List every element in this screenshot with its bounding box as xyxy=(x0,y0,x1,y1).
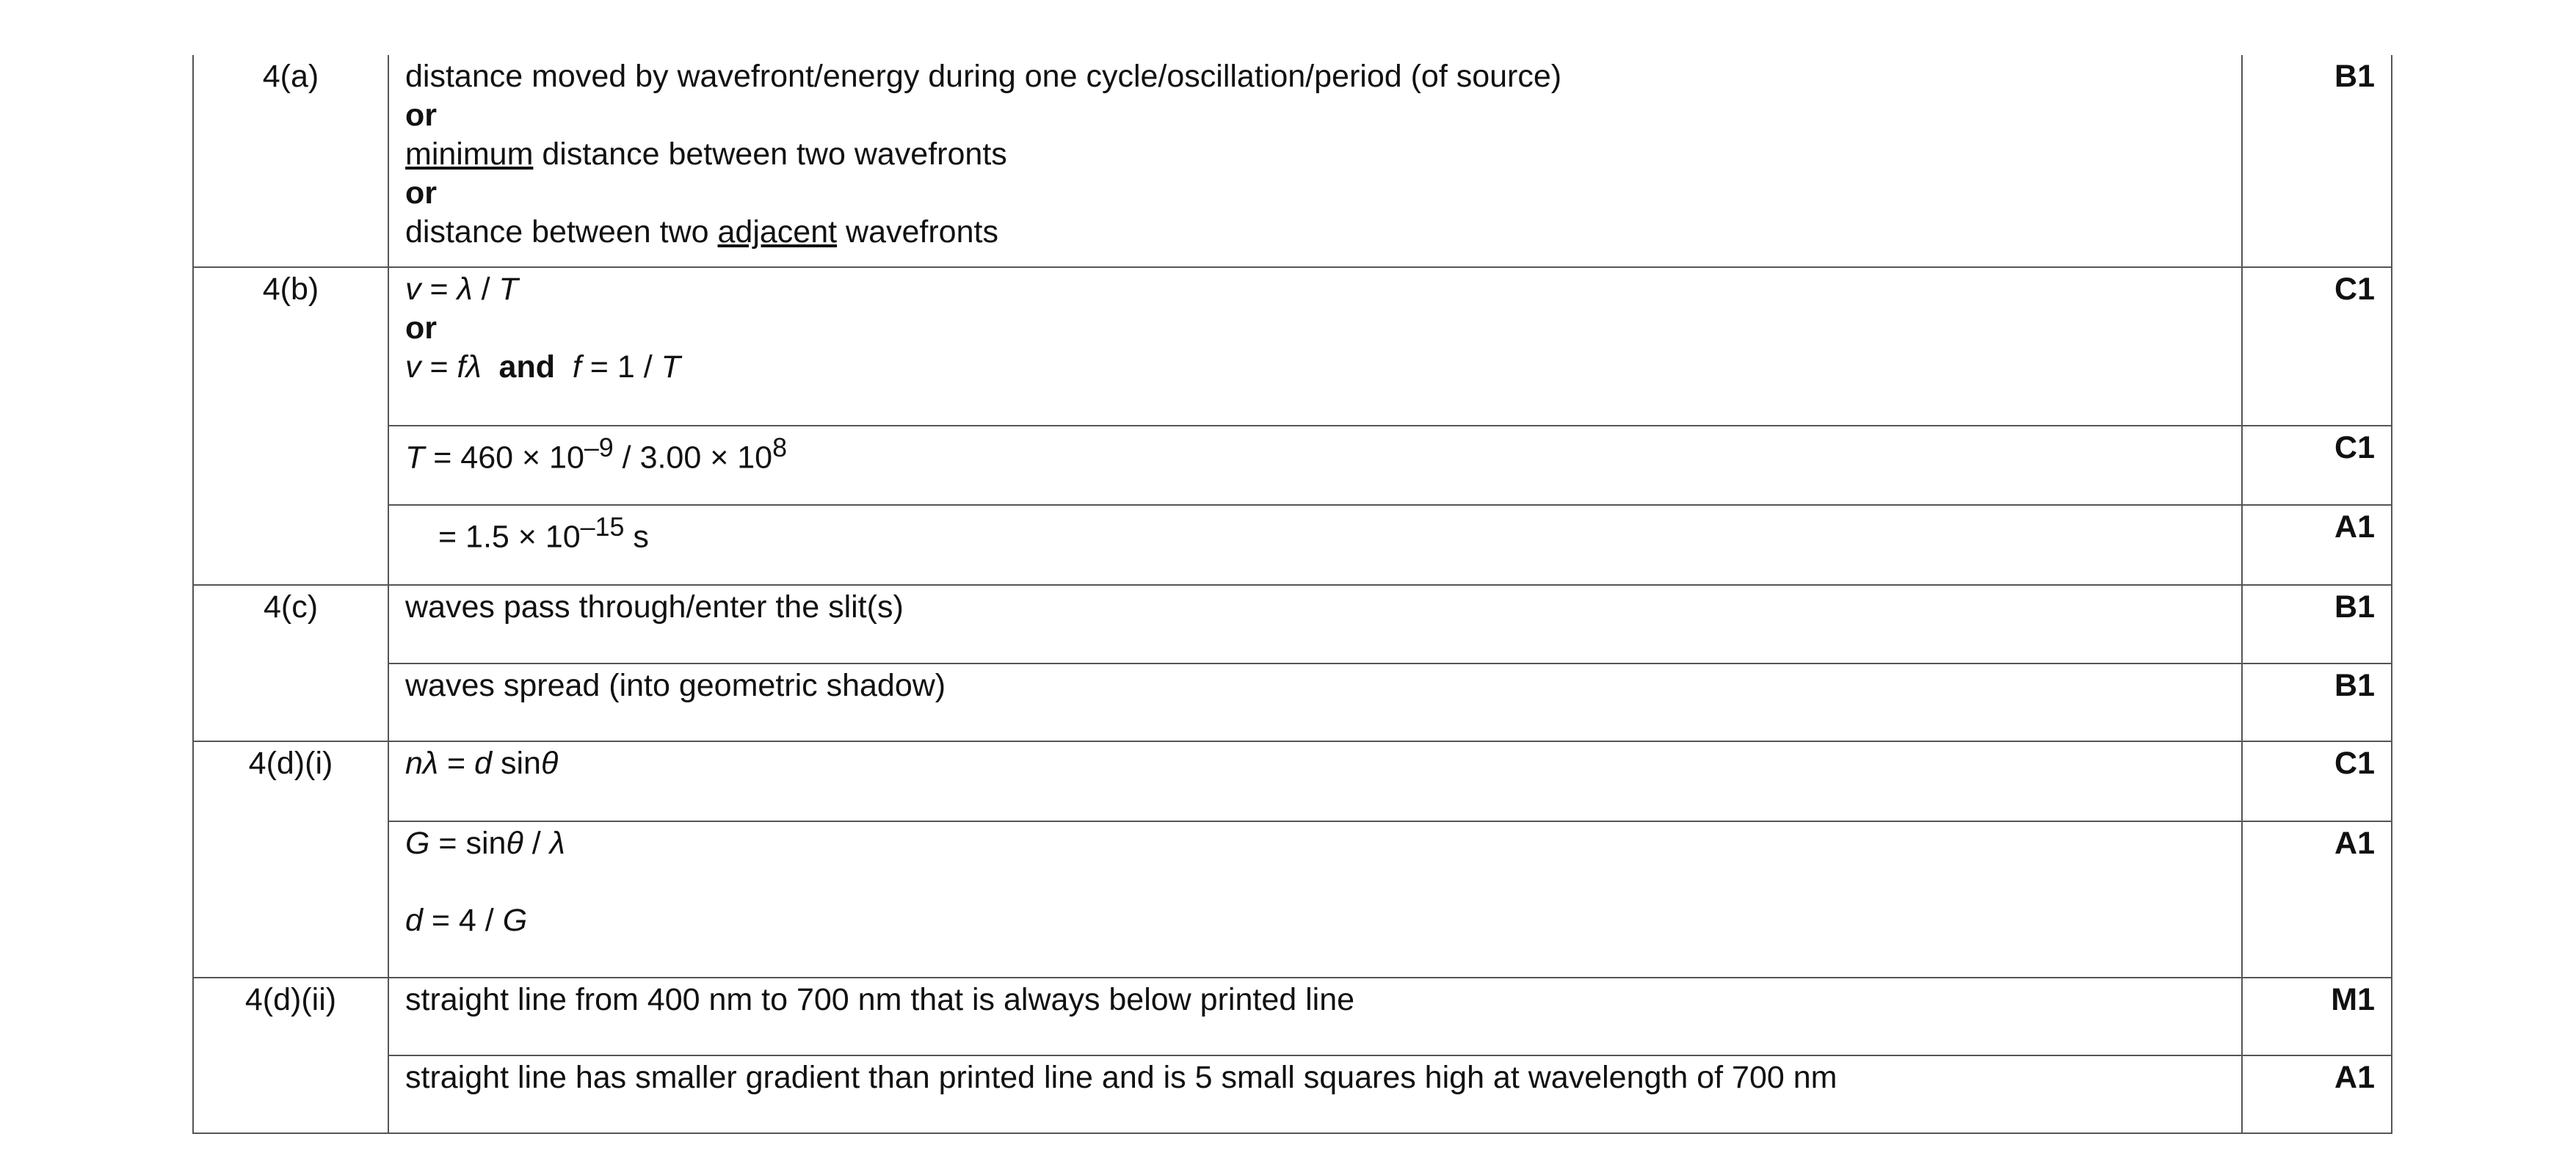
equation-line xyxy=(405,270,2225,309)
symbol: G xyxy=(502,903,528,938)
question-number: 4(d)(i) xyxy=(193,741,388,978)
answer-cell xyxy=(388,585,2242,664)
answer-line: waves spread (into geometric shadow) xyxy=(405,668,946,703)
symbol: fλ xyxy=(457,349,482,385)
symbol: nλ xyxy=(405,746,439,781)
question-number: 4(d)(ii) xyxy=(193,978,388,1133)
answer-text: distance between two wavefronts xyxy=(533,137,1007,172)
answer-cell xyxy=(388,821,2242,978)
answer-line: straight line has smaller gradient than printed line and is 5 small squares high at wavelength of 700 nm xyxy=(405,1060,1837,1095)
exponent: –15 xyxy=(580,512,625,542)
or-connector: or xyxy=(405,98,437,133)
answer-line: distance moved by wavefront/energy during one cycle/oscillation/period (of source) xyxy=(405,59,1562,94)
or-connector: or xyxy=(405,175,437,211)
mark-label: C1 xyxy=(2242,267,2392,426)
answer-text: / 3.00 × 10 xyxy=(613,440,773,476)
unit: s xyxy=(624,519,649,555)
answer-cell xyxy=(388,505,2242,585)
operator: = 1 / xyxy=(581,349,661,385)
answer-line: waves pass through/enter the slit(s) xyxy=(405,589,904,625)
answer-line xyxy=(405,213,2225,252)
mark-label: B1 xyxy=(2242,664,2392,741)
equation-line xyxy=(405,429,2225,477)
mark-label: B1 xyxy=(2242,585,2392,664)
answer-text: = 460 × 10 xyxy=(424,440,584,476)
answer-line xyxy=(405,135,2225,174)
and-connector: and xyxy=(498,349,555,385)
answer-line: straight line from 400 nm to 700 nm that is always below printed line xyxy=(405,982,1355,1017)
answer-cell xyxy=(388,664,2242,741)
table-row xyxy=(193,505,2392,585)
table-row xyxy=(193,55,2392,267)
symbol: T xyxy=(405,440,425,476)
exponent: –9 xyxy=(584,433,614,462)
function: = sin xyxy=(429,826,507,861)
underlined-keyword: adjacent xyxy=(717,214,838,250)
symbol: d xyxy=(405,903,423,938)
answer-cell xyxy=(388,55,2242,267)
mark-label: B1 xyxy=(2242,55,2392,267)
answer-text: = 1.5 × 10 xyxy=(438,519,581,555)
table-row xyxy=(193,978,2392,1055)
equation-line xyxy=(405,744,2225,783)
operator: / xyxy=(523,826,550,861)
symbol: θ xyxy=(506,826,523,861)
mark-label: A1 xyxy=(2242,821,2392,978)
symbol: λ xyxy=(549,826,565,861)
answer-text: distance between two xyxy=(405,214,718,250)
operator: = 4 / xyxy=(422,903,503,938)
operator: / xyxy=(472,272,499,307)
equation-line xyxy=(405,824,2225,863)
question-number: 4(b) xyxy=(193,267,388,585)
table-row xyxy=(193,664,2392,741)
symbol: v xyxy=(405,272,421,307)
answer-cell xyxy=(388,1055,2242,1133)
table-row xyxy=(193,426,2392,505)
symbol: v xyxy=(405,349,421,385)
symbol: T xyxy=(661,349,681,385)
answer-cell xyxy=(388,741,2242,821)
mark-scheme-table xyxy=(192,55,2392,1134)
table-row xyxy=(193,585,2392,664)
symbol: θ xyxy=(540,746,559,781)
question-number: 4(a) xyxy=(193,55,388,267)
answer-cell xyxy=(388,978,2242,1055)
mark-label: C1 xyxy=(2242,426,2392,505)
symbol: f xyxy=(572,349,581,385)
answer-cell xyxy=(388,426,2242,505)
operator: = xyxy=(421,272,457,307)
table-row xyxy=(193,267,2392,426)
answer-text: wavefronts xyxy=(837,214,998,250)
equation-line xyxy=(405,348,2225,387)
answer-cell xyxy=(388,267,2242,426)
symbol: T xyxy=(498,272,518,307)
table-row xyxy=(193,1055,2392,1133)
operator: = xyxy=(438,746,475,781)
question-number: 4(c) xyxy=(193,585,388,741)
mark-label: C1 xyxy=(2242,741,2392,821)
operator: = xyxy=(421,349,457,385)
symbol: G xyxy=(405,826,430,861)
equation-line xyxy=(405,901,2225,940)
underlined-keyword: minimum xyxy=(405,137,534,172)
mark-label: M1 xyxy=(2242,978,2392,1055)
table-row xyxy=(193,821,2392,978)
function: sin xyxy=(492,746,541,781)
symbol: d xyxy=(474,746,493,781)
exponent: 8 xyxy=(772,433,788,462)
symbol: λ xyxy=(457,272,473,307)
equation-line xyxy=(405,508,2225,556)
table-row xyxy=(193,741,2392,821)
or-connector: or xyxy=(405,310,437,346)
mark-label: A1 xyxy=(2242,505,2392,585)
mark-label: A1 xyxy=(2242,1055,2392,1133)
